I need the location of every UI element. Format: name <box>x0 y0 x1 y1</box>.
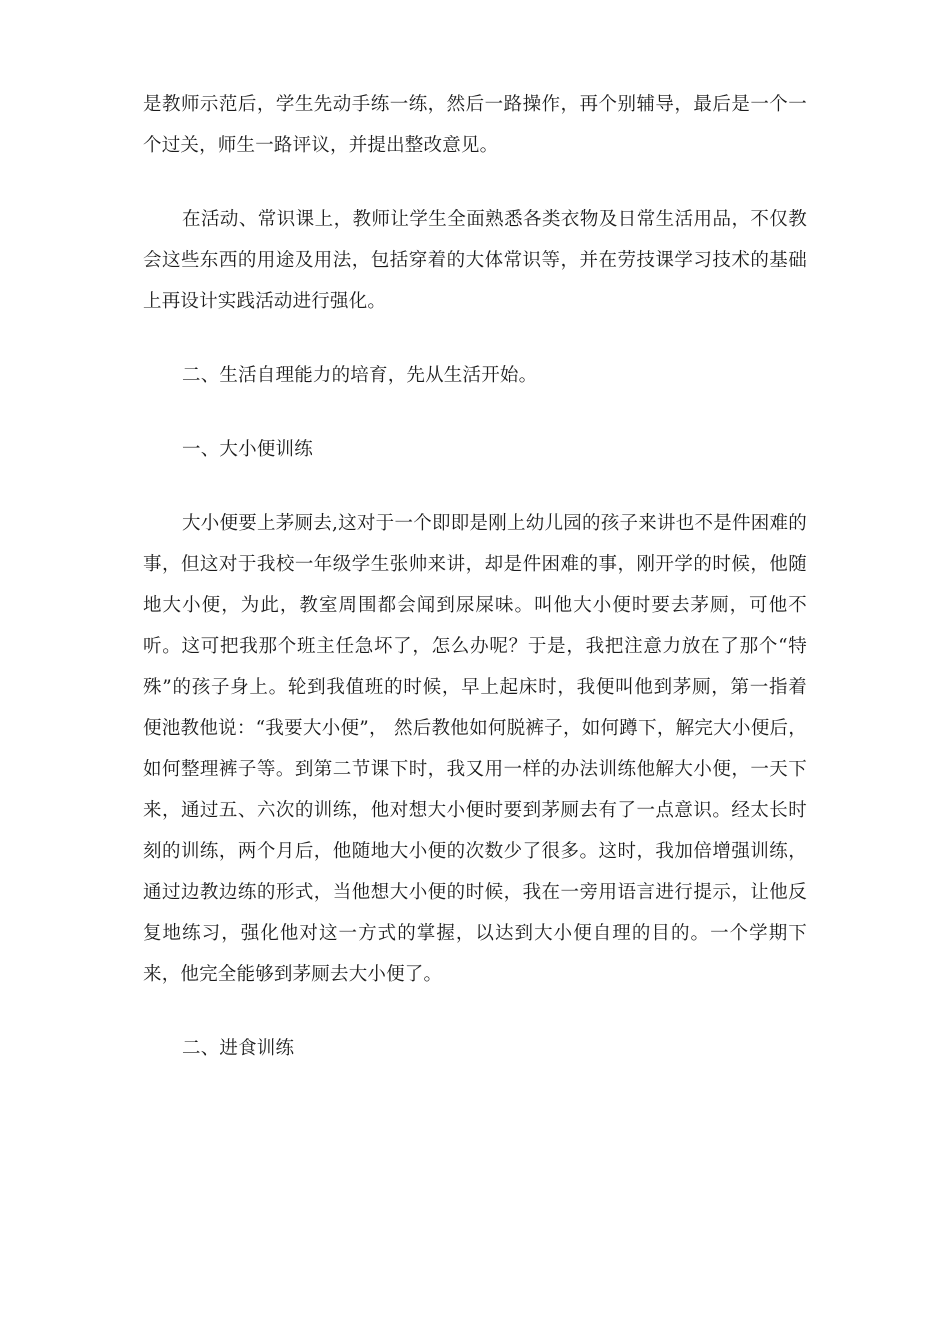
document-body <box>143 84 807 1069</box>
paragraph-toilet-training-case: 大小便要上茅厕去,这对于一个即即是刚上幼儿园的孩子来讲也不是件困难的事，但这对于我校一年级学生张帅来讲，却是件困难的事，刚开学的时候，他随地大小便，为此，教室周围都会闻到尿屎味。叫他大小便时要去茅厕，可他不听。这可把我那个班主任急坏了，怎么办呢？于是，我把注意力放在了那个“特殊”的孩子身上。轮到我值班的时候，早上起床时，我便叫他到茅厕，第一指着便池教他说：“我要大小便”， 然后教他如何脱裤子，如何蹲下，解完大小便后，如何整理裤子等。到第二节课下时，我又用一样的办法训练他解大小便，一天下来，通过五、六次的训练，他对想大小便时要到茅厕去有了一点意识。经太长时刻的训练，两个月后，他随地大小便的次数少了很多。这时，我加倍增强训练，通过边教边练的形式，当他想大小便的时候，我在一旁用语言进行提示，让他反复地练习，强化他对这一方式的掌握，以达到大小便自理的目的。一个学期下来，他完全能够到茅厕去大小便了。 <box>143 513 807 985</box>
subheading-eating-training: 二、进食训练 <box>182 1038 295 1059</box>
paragraph-activity-class: 在活动、常识课上，教师让学生全面熟悉各类衣物及日常生活用品，不仅教会这些东西的用途及用法，包括穿着的大体常识等，并在劳技课学习技术的基础上再设计实践活动进行强化。 <box>143 209 807 312</box>
paragraph-teaching-method: 是教师示范后，学生先动手练一练，然后一路操作，再个别辅导，最后是一个一个过关，师生一路评议，并提出整改意见。 <box>143 94 807 156</box>
section-heading-self-care: 二、生活自理能力的培育，先从生活开始。 <box>182 365 538 386</box>
subheading-toilet-training: 一、大小便训练 <box>182 439 313 460</box>
